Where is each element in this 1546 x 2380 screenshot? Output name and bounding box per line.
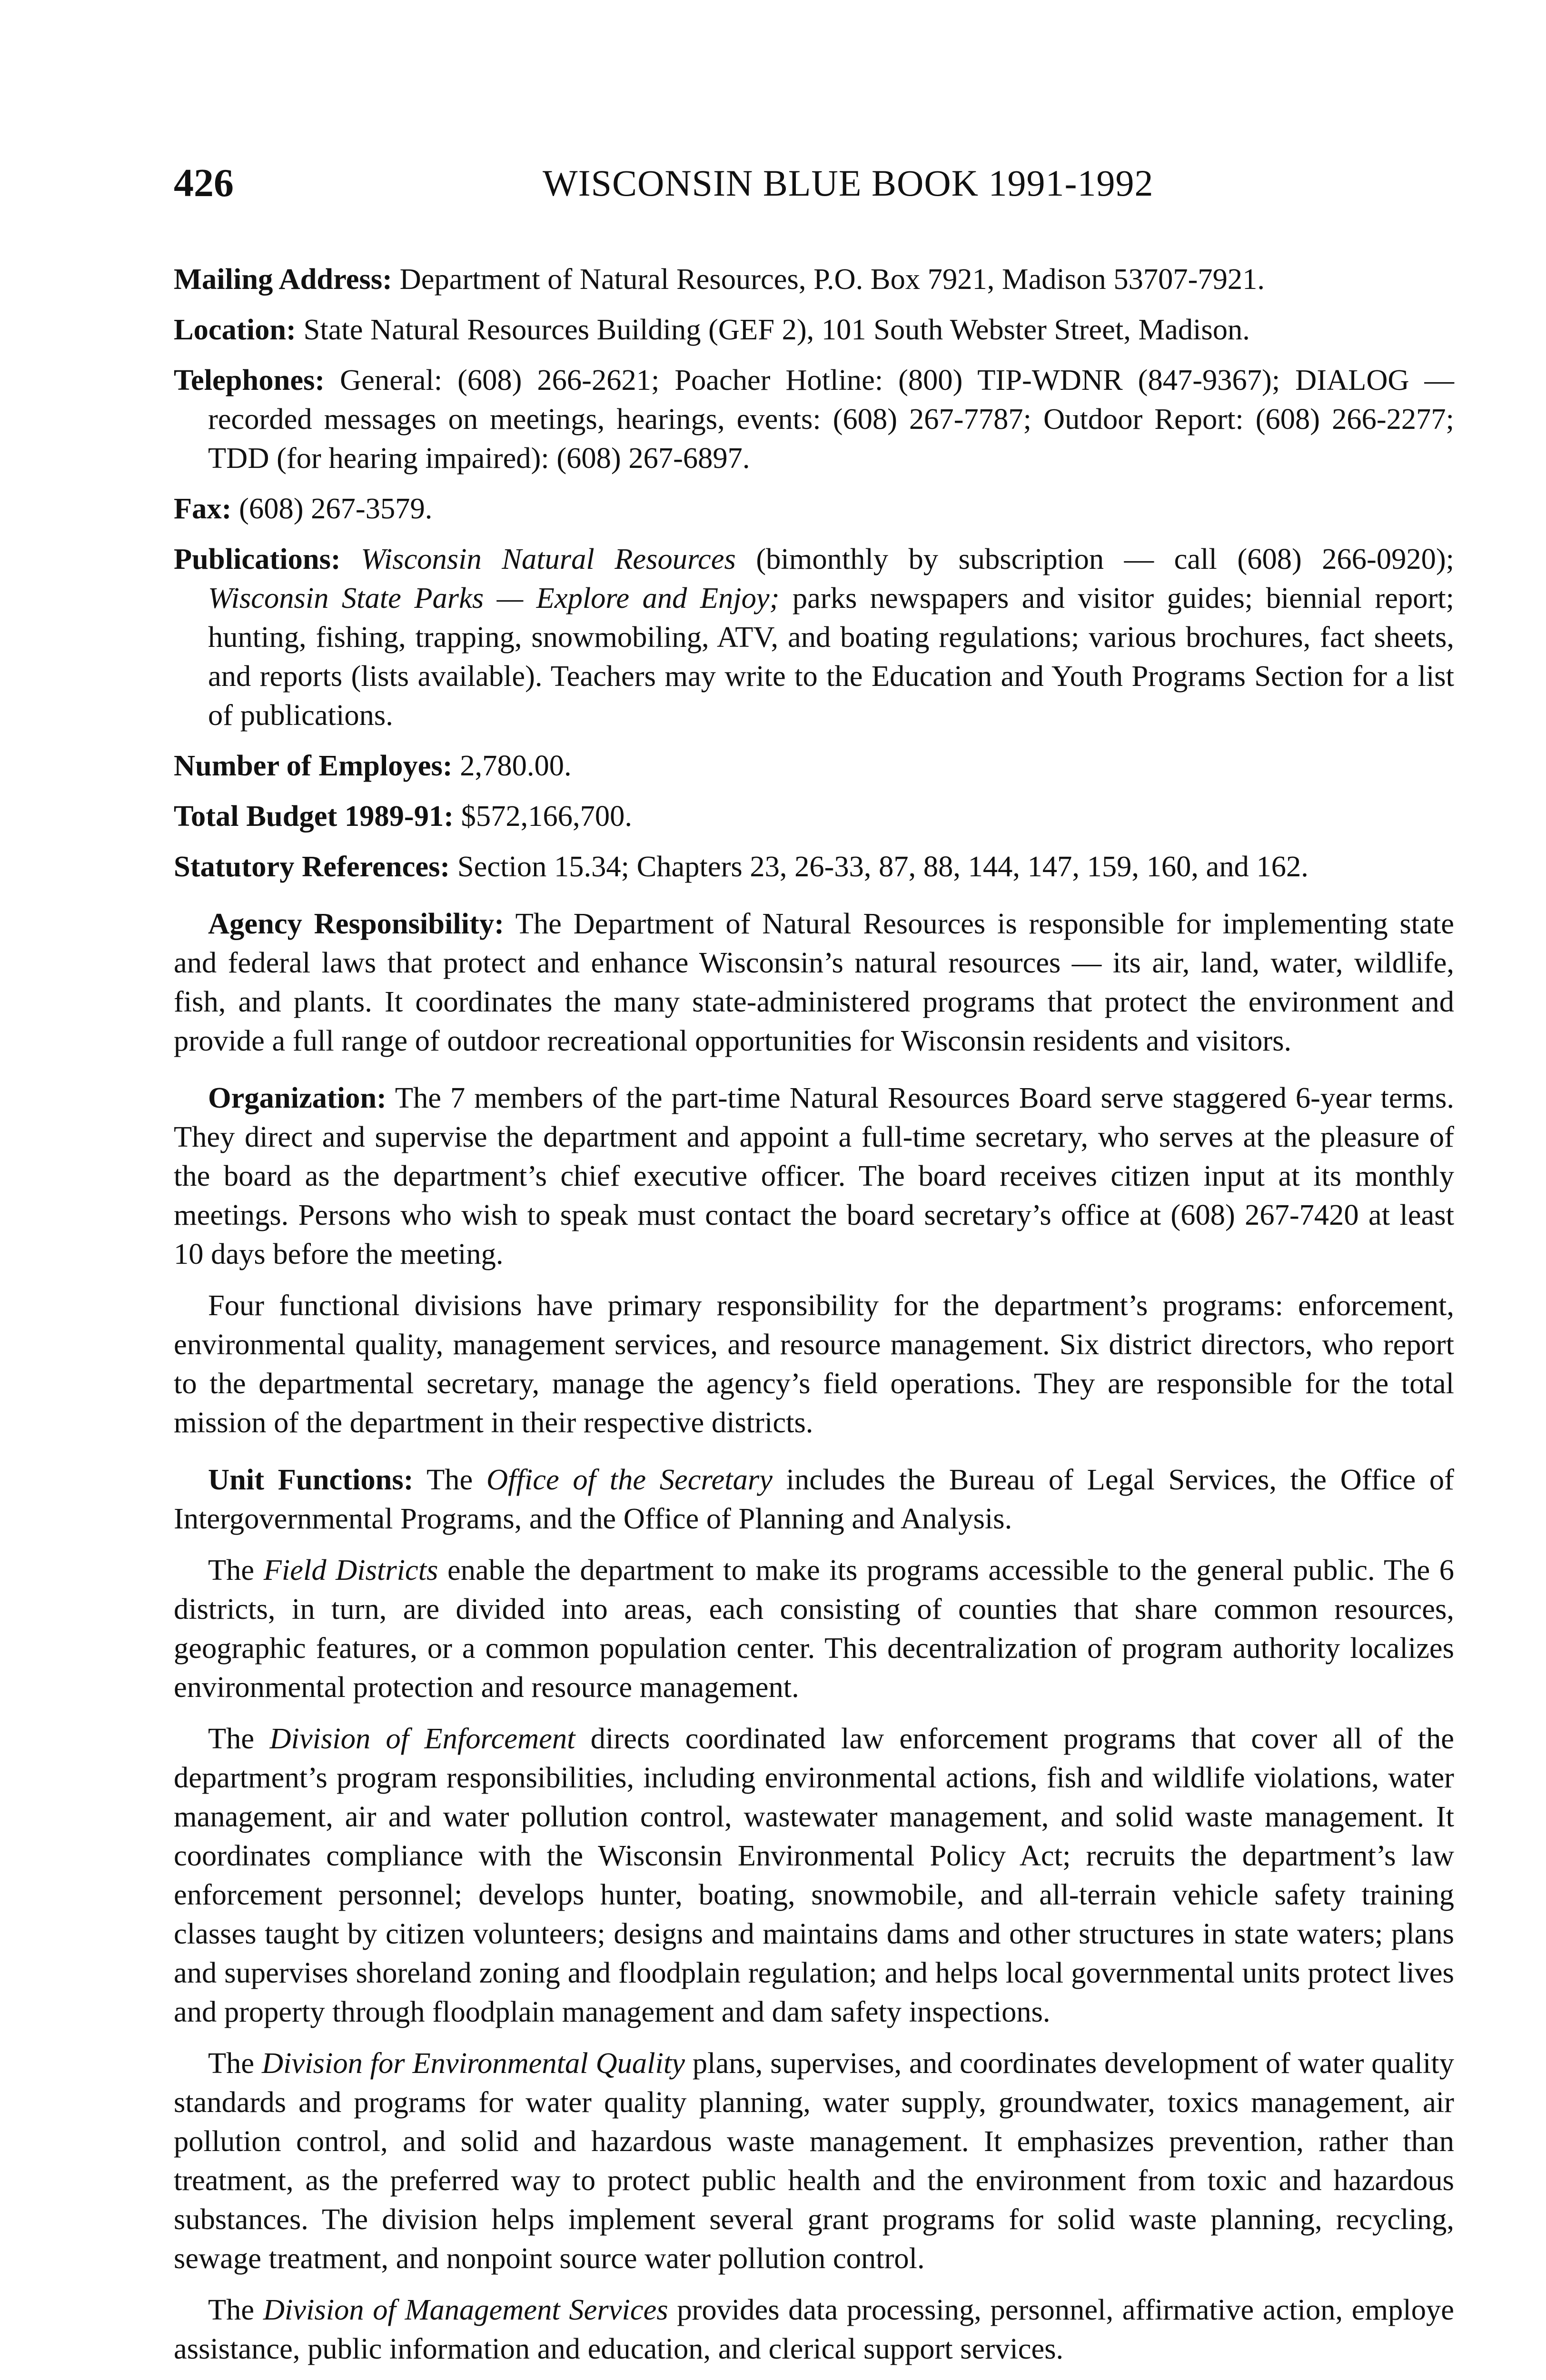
- publication-title-1: Wisconsin Natural Resources: [361, 542, 736, 575]
- publications-text-1: (bimonthly by subscription — call (608) 266-0920);: [735, 542, 1455, 575]
- unit-functions: [174, 1460, 1454, 1538]
- division-management-services: [174, 2290, 1454, 2368]
- field-districts-pre: The: [208, 1553, 264, 1587]
- telephones-text: General: (608) 266-2621; Poacher Hotline: (800) TIP-WDNR (847-9367); DIALOG — recorded messages on meetings, hearings, events: (608) 267-7787; Outdoor Report: (608) 266-2277; TDD (for hearing impaired): (608) 267-6897.: [208, 363, 1454, 475]
- statutory-text: Section 15.34; Chapters 23, 26-33, 87, 88, 144, 147, 159, 160, and 162.: [450, 850, 1308, 883]
- running-head-lue: LUE: [788, 162, 862, 204]
- enforcement-pre: The: [208, 1722, 270, 1755]
- mailing-address-label: Mailing Address:: [174, 262, 392, 296]
- employes-text: 2,780.00.: [452, 749, 572, 782]
- management-name: Division of Management Services: [263, 2293, 668, 2326]
- environmental-pre: The: [208, 2046, 262, 2080]
- environmental-text: plans, supervises, and coordinates development of water quality standards and programs for water quality planning, water supply, groundwater, toxics management, air pollution control, and solid and hazardous waste management. It emphasizes prevention, rather than treatment, as the preferred way to protect public health and the environment from toxic and hazardous substances. The division helps implement several grant programs for solid waste planning, recycling, sewage treatment, and nonpoint source water pollution control.: [174, 2046, 1455, 2275]
- running-head-isconsin: ISCONSIN: [578, 162, 753, 204]
- running-head-years: 1991-1992: [988, 162, 1154, 204]
- functional-divisions: [174, 1286, 1454, 1442]
- total-budget: [174, 796, 1454, 835]
- employes-label: Number of Employes:: [174, 749, 453, 782]
- agency-label: Agency Responsibility:: [208, 907, 505, 940]
- location: [174, 310, 1454, 349]
- agency-responsibility: [174, 904, 1454, 1060]
- unit-functions-text: includes the Bureau of Legal Services, the Office of Intergovernmental Programs, and the Office of Planning and Analysis.: [174, 1463, 1454, 1535]
- fax-label: Fax:: [174, 492, 232, 525]
- statutory-label: Statutory References:: [174, 850, 450, 883]
- field-districts-text: enable the department to make its programs accessible to the general public. The 6 districts, in turn, are divided into areas, each consisting of counties that share common resources, geographic features, or a common population center. This decentralization of program authority localizes environmental protection and resource management.: [174, 1553, 1455, 1704]
- organization-label: Organization:: [208, 1081, 386, 1114]
- publications-label: Publications:: [174, 542, 341, 575]
- publications: [174, 539, 1454, 734]
- division-environmental-quality: [174, 2043, 1454, 2278]
- publication-title-2: Wisconsin State Parks — Explore and Enjoy;: [208, 581, 780, 615]
- number-of-employes: [174, 746, 1454, 785]
- running-head-b: B: [763, 162, 788, 204]
- field-districts: [174, 1550, 1454, 1706]
- telephones-label: Telephones:: [174, 363, 325, 397]
- environmental-name: Division for Environmental Quality: [262, 2046, 685, 2080]
- publications-text-2: parks newspapers and visitor guides; biennial report; hunting, fishing, trapping, snowmobiling, ATV, and boating regulations; various brochures, fact sheets, and reports (lists available). Teachers may write to the Education and Youth Programs Section for a list of publications.: [208, 581, 1454, 732]
- agency-text: The Department of Natural Resources is responsible for implementing state and federal laws that protect and enhance Wisconsin’s natural resources — its air, land, water, wildlife, fish, and plants. It coordinates the many state-administered programs that protect the environment and provide a full range of outdoor recreational opportunities for Wisconsin residents and visitors.: [174, 907, 1454, 1057]
- unit-functions-label: Unit Functions:: [208, 1463, 414, 1496]
- management-pre: The: [208, 2293, 263, 2326]
- location-text: State Natural Resources Building (GEF 2), 101 South Webster Street, Madison.: [296, 313, 1250, 346]
- fax: [174, 489, 1454, 528]
- organization-text: The 7 members of the part-time Natural Resources Board serve staggered 6-year terms. They direct and supervise the department and appoint a full-time secretary, who serves at the pleasure of the board as the department’s chief executive officer. The board receives citizen input at its monthly meetings. Persons who wish to speak must contact the board secretary’s office at (608) 267-7420 at least 10 days before the meeting.: [174, 1081, 1454, 1270]
- enforcement-name: Division of Enforcement: [269, 1722, 575, 1755]
- management-text: provides data processing, personnel, affirmative action, employe assistance, public information and education, and clerical support services.: [174, 2293, 1455, 2365]
- budget-text: $572,166,700.: [454, 799, 633, 833]
- mailing-address-text: Department of Natural Resources, P.O. Box 7921, Madison 53707-7921.: [392, 262, 1265, 296]
- mailing-address: [174, 259, 1454, 298]
- location-label: Location:: [174, 313, 296, 346]
- statutory-references: [174, 847, 1454, 886]
- budget-label: Total Budget 1989-91:: [174, 799, 454, 833]
- divisions-text: Four functional divisions have primary responsibility for the department’s programs: enforcement, environmental quality, management services, and resource management. Six district directors, who report to the departmental secretary, manage the agency’s field operations. They are responsible for the total mission of the department in their respective districts.: [174, 1289, 1454, 1439]
- page-content: [174, 259, 1454, 2380]
- office-of-secretary: Office of the Secretary: [486, 1463, 773, 1496]
- running-head: [543, 159, 1154, 207]
- running-head-w: W: [543, 162, 578, 204]
- telephones: [174, 360, 1454, 477]
- running-head-ook: OOK: [897, 162, 979, 204]
- enforcement-text: directs coordinated law enforcement programs that cover all of the department’s program responsibilities, including environmental actions, fish and wildlife violations, water management, air and water pollution control, wastewater management, and solid waste management. It coordinates compliance with the Wisconsin Environmental Policy Act; recruits the department’s law enforcement personnel; develops hunter, boating, snowmobile, and all-terrain vehicle safety training classes taught by citizen volunteers; designs and maintains dams and other structures in state waters; plans and supervises shoreland zoning and floodplain regulation; and helps local governmental units protect lives and property through floodplain management and dam safety inspections.: [174, 1722, 1455, 2028]
- division-of-enforcement: [174, 1719, 1454, 2031]
- field-districts-name: Field Districts: [263, 1553, 438, 1587]
- running-head-b2: B: [872, 162, 897, 204]
- fax-text: (608) 267-3579.: [231, 492, 433, 525]
- unit-functions-pre: The: [413, 1463, 486, 1496]
- page-header: [174, 159, 1459, 217]
- organization: [174, 1078, 1454, 1273]
- page-number: 426: [174, 161, 234, 205]
